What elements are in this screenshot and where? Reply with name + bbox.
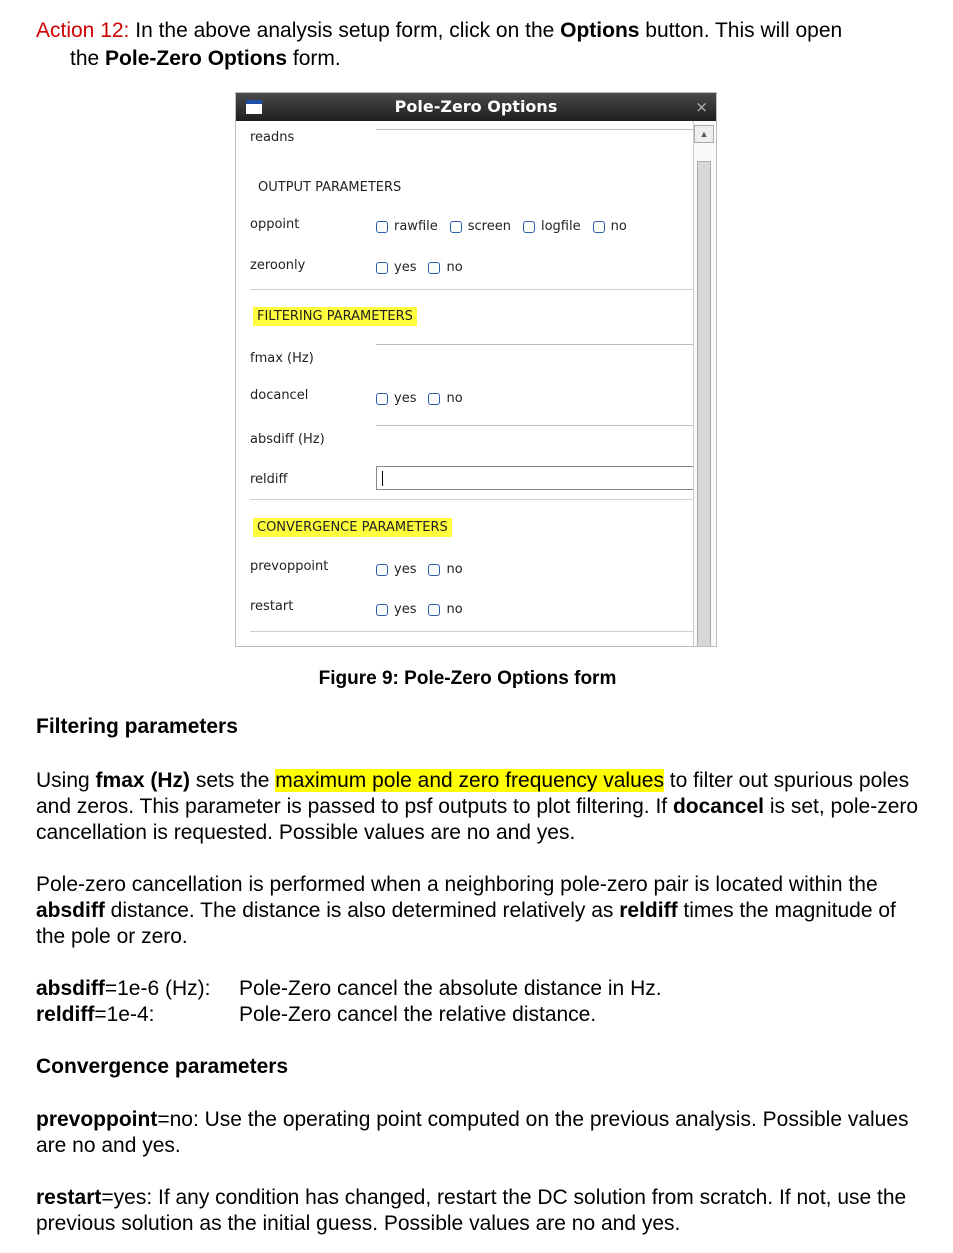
option-label: yes xyxy=(394,391,417,406)
oppoint-label: oppoint xyxy=(250,217,300,232)
docancel-label: docancel xyxy=(250,388,309,403)
option-label: no xyxy=(446,260,463,275)
filtering-parameters-header: FILTERING PARAMETERS xyxy=(253,307,417,326)
checkbox-icon[interactable] xyxy=(376,564,388,576)
option-label: no xyxy=(446,391,463,406)
prevoppoint-bold: prevoppoint xyxy=(36,1108,158,1131)
action-line-1 xyxy=(36,17,936,45)
docancel-options xyxy=(376,391,475,406)
action-instruction xyxy=(36,17,936,73)
checkbox-icon[interactable] xyxy=(376,262,388,274)
option-label: yes xyxy=(394,602,417,617)
restart-paragraph xyxy=(36,1185,926,1237)
checkbox-icon[interactable] xyxy=(428,604,440,616)
option-label: screen xyxy=(467,219,511,234)
checkbox-icon[interactable] xyxy=(376,393,388,405)
oppoint-rawfile-option[interactable] xyxy=(376,219,438,234)
checkbox-icon[interactable] xyxy=(376,221,388,233)
action-prefix: Action 12: xyxy=(36,19,130,42)
reldiff-description: Pole-Zero cancel the relative distance. xyxy=(239,1003,597,1026)
checkbox-icon[interactable] xyxy=(523,221,535,233)
option-label: rawfile xyxy=(394,219,438,234)
readns-label: readns xyxy=(250,130,295,145)
prevoppoint-paragraph xyxy=(36,1107,926,1159)
oppoint-options xyxy=(376,219,639,234)
text: is set, pole-zero cancellation is requested. Possible values are no and yes. xyxy=(36,795,919,844)
zeroonly-options xyxy=(376,260,475,275)
text: =no: Use the operating point computed on the previous analysis. Possible values are no and yes. xyxy=(36,1108,909,1157)
absdiff-definition xyxy=(36,976,210,1002)
absdiff-value: =1e-6 (Hz): xyxy=(104,977,211,1000)
checkbox-icon[interactable] xyxy=(428,262,440,274)
option-label: logfile xyxy=(540,219,581,234)
restart-bold: restart xyxy=(36,1186,102,1209)
checkbox-icon[interactable] xyxy=(428,393,440,405)
text: Using xyxy=(36,769,96,792)
docancel-no-option[interactable] xyxy=(428,391,462,406)
text: distance. The distance is also determined relatively as xyxy=(104,899,620,922)
pole-zero-options-dialog xyxy=(235,92,717,647)
reldiff-key: reldiff xyxy=(36,1003,95,1026)
absdiff-bold: absdiff xyxy=(36,899,105,922)
absdiff-field[interactable] xyxy=(376,425,696,426)
zeroonly-no-option[interactable] xyxy=(428,260,462,275)
dialog-titlebar[interactable] xyxy=(236,93,716,121)
option-label: no xyxy=(446,602,463,617)
text: =yes: If any condition has changed, restart the DC solution from scratch. If not, use the previous solution as the initial guess. Possible values are no and yes. xyxy=(36,1186,907,1235)
action-text-3: the xyxy=(70,47,106,70)
highlighted-text: maximum pole and zero frequency values xyxy=(275,769,664,792)
oppoint-screen-option[interactable] xyxy=(450,219,511,234)
fmax-label: fmax (Hz) xyxy=(250,351,314,366)
absdiff-key: absdiff xyxy=(36,977,105,1000)
checkbox-icon[interactable] xyxy=(376,604,388,616)
option-label: no xyxy=(610,219,627,234)
restart-label: restart xyxy=(250,599,294,614)
divider xyxy=(250,499,696,500)
text-cursor xyxy=(382,471,383,486)
checkbox-icon[interactable] xyxy=(450,221,462,233)
text: times the magnitude of the pole or zero. xyxy=(36,899,896,948)
fmax-bold: fmax (Hz) xyxy=(95,769,191,792)
form-name-bold: Pole-Zero Options xyxy=(105,47,288,70)
absdiff-label: absdiff (Hz) xyxy=(250,432,325,447)
convergence-parameters-header: CONVERGENCE PARAMETERS xyxy=(253,518,452,537)
action-line-2 xyxy=(36,45,936,73)
prevoppoint-no-option[interactable] xyxy=(428,562,462,577)
reldiff-label: reldiff xyxy=(250,472,288,487)
window-icon xyxy=(246,100,262,114)
restart-options xyxy=(376,602,475,617)
option-label: yes xyxy=(394,562,417,577)
divider xyxy=(250,289,696,290)
reldiff-value: =1e-4: xyxy=(94,1003,155,1026)
text: to filter out spurious poles and zeros. This parameter is passed to psf outputs to plot filtering. If xyxy=(36,769,910,818)
docancel-bold: docancel xyxy=(672,795,764,818)
text: sets the xyxy=(190,769,276,792)
dialog-title: Pole-Zero Options xyxy=(394,97,558,116)
fmax-field[interactable] xyxy=(376,344,696,345)
output-parameters-header: OUTPUT PARAMETERS xyxy=(258,180,402,195)
checkbox-icon[interactable] xyxy=(428,564,440,576)
action-text-1: In the above analysis setup form, click on the xyxy=(129,19,561,42)
oppoint-no-option[interactable] xyxy=(593,219,627,234)
oppoint-logfile-option[interactable] xyxy=(523,219,581,234)
filtering-heading: Filtering parameters xyxy=(36,715,238,738)
scroll-up-icon[interactable]: ▲ xyxy=(694,125,714,143)
dialog-scrollbar[interactable] xyxy=(693,121,716,646)
docancel-yes-option[interactable] xyxy=(376,391,416,406)
scroll-thumb[interactable] xyxy=(697,161,711,647)
option-label: no xyxy=(446,562,463,577)
options-bold: Options xyxy=(560,19,640,42)
filtering-paragraph-1 xyxy=(36,768,926,846)
option-label: yes xyxy=(394,260,417,275)
prevoppoint-yes-option[interactable] xyxy=(376,562,416,577)
reldiff-bold: reldiff xyxy=(619,899,678,922)
restart-yes-option[interactable] xyxy=(376,602,416,617)
absdiff-description: Pole-Zero cancel the absolute distance in Hz. xyxy=(239,977,662,1000)
filtering-paragraph-2 xyxy=(36,872,926,950)
reldiff-input[interactable] xyxy=(376,466,696,490)
figure-caption: Figure 9: Pole-Zero Options form xyxy=(318,668,617,689)
readns-field[interactable] xyxy=(376,129,696,130)
prevoppoint-label: prevoppoint xyxy=(250,559,329,574)
zeroonly-label: zeroonly xyxy=(250,258,306,273)
action-text-2: button. This will open xyxy=(639,19,843,42)
reldiff-definition xyxy=(36,1002,154,1028)
convergence-heading: Convergence parameters xyxy=(36,1055,289,1078)
zeroonly-yes-option[interactable] xyxy=(376,260,416,275)
divider xyxy=(250,631,696,632)
close-icon[interactable]: × xyxy=(695,98,708,116)
checkbox-icon[interactable] xyxy=(593,221,605,233)
prevoppoint-options xyxy=(376,562,475,577)
text: Pole-zero cancellation is performed when a neighboring pole-zero pair is located within the xyxy=(36,873,878,896)
action-text-4: form. xyxy=(287,47,341,70)
restart-no-option[interactable] xyxy=(428,602,462,617)
